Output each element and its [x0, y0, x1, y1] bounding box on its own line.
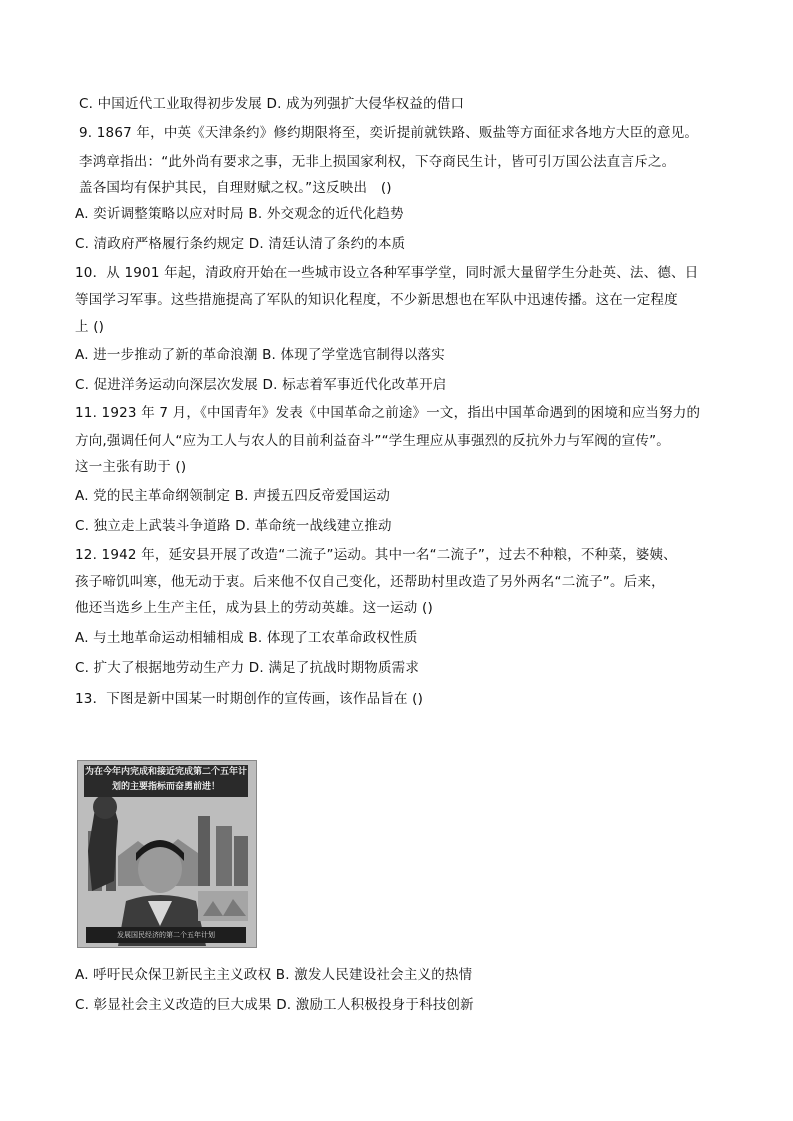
q11-stem-line-2: 方向,强调任何人“应为工人与农人的目前利益奋斗”“学生理应从事强烈的反抗外力与军阀的宣传”。	[75, 433, 670, 449]
q13-options-ab: A. 呼吁民众保卫新民主主义政权 B. 激发人民建设社会主义的热情	[75, 967, 473, 983]
q11-options-ab: A. 党的民主革命纲领制定 B. 声援五四反帝爱国运动	[75, 488, 391, 504]
poster-banner-text: 为在今年内完成和接近完成第二个五年计划的主要指标而奋勇前进！	[84, 765, 248, 797]
q11-stem-line-3: 这一主张有助于 ()	[75, 459, 187, 475]
q11-options-cd: C. 独立走上武装斗争道路 D. 革命统一战线建立推动	[75, 518, 392, 534]
q9-stem-line-3: 盖各国均有保护其民，自理财赋之权。”这反映出 ()	[79, 180, 392, 196]
q10-options-cd: C. 促进洋务运动向深层次发展 D. 标志着军事近代化改革开启	[75, 377, 447, 393]
q8-options-cd: C. 中国近代工业取得初步发展 D. 成为列强扩大侵华权益的借口	[79, 96, 465, 112]
q12-stem-line-3: 他还当选乡上生产主任，成为县上的劳动英雄。这一运动 ()	[75, 600, 433, 616]
q13-stem: 13．下图是新中国某一时期创作的宣传画，该作品旨在 ()	[75, 691, 424, 707]
q12-options-cd: C. 扩大了根据地劳动生产力 D. 满足了抗战时期物质需求	[75, 660, 420, 676]
q9-options-ab: A. 奕䜣调整策略以应对时局 B. 外交观念的近代化趋势	[75, 206, 404, 222]
q10-stem-line-1: 10．从 1901 年起，清政府开始在一些城市设立各种军事学堂，同时派大量留学生分赴英、法、德、日	[75, 265, 699, 281]
q12-options-ab: A. 与土地革命运动相辅相成 B. 体现了工农革命政权性质	[75, 630, 418, 646]
q9-options-cd: C. 清政府严格履行条约规定 D. 清廷认清了条约的本质	[75, 236, 406, 252]
q9-stem-line-1: 9. 1867 年，中英《天津条约》修约期限将至，奕䜣提前就铁路、贩盐等方面征求各地方大臣的意见。	[79, 125, 699, 141]
q9-stem-line-2: 李鸿章指出：“此外尚有要求之事，无非上损国家利权，下夺商民生计，皆可引万国公法直言斥之。	[79, 154, 676, 170]
q10-stem-line-2: 等国学习军事。这些措施提高了军队的知识化程度，不少新思想也在军队中迅速传播。这在一定程度	[75, 292, 678, 308]
q10-stem-line-3: 上 ()	[75, 319, 105, 335]
propaganda-poster-image	[77, 760, 257, 948]
poster-bottom-text: 发展国民经济的第二个五年计划	[86, 927, 246, 943]
q11-stem-line-1: 11. 1923 年 7 月，《中国青年》发表《中国革命之前途》一文，指出中国革命遇到的困境和应当努力的	[75, 405, 701, 421]
q12-stem-line-1: 12. 1942 年，延安县开展了改造“二流子”运动。其中一名“二流子”，过去不种粮，不种菜，婆姨、	[75, 547, 677, 563]
q12-stem-line-2: 孩子啼饥叫寒，他无动于衷。后来他不仅自己变化，还帮助村里改造了另外两名“二流子”。后来，	[75, 574, 665, 590]
q13-options-cd: C. 彰显社会主义改造的巨大成果 D. 激励工人积极投身于科技创新	[75, 997, 474, 1013]
q10-options-ab: A. 进一步推动了新的革命浪潮 B. 体现了学堂选官制得以落实	[75, 347, 445, 363]
